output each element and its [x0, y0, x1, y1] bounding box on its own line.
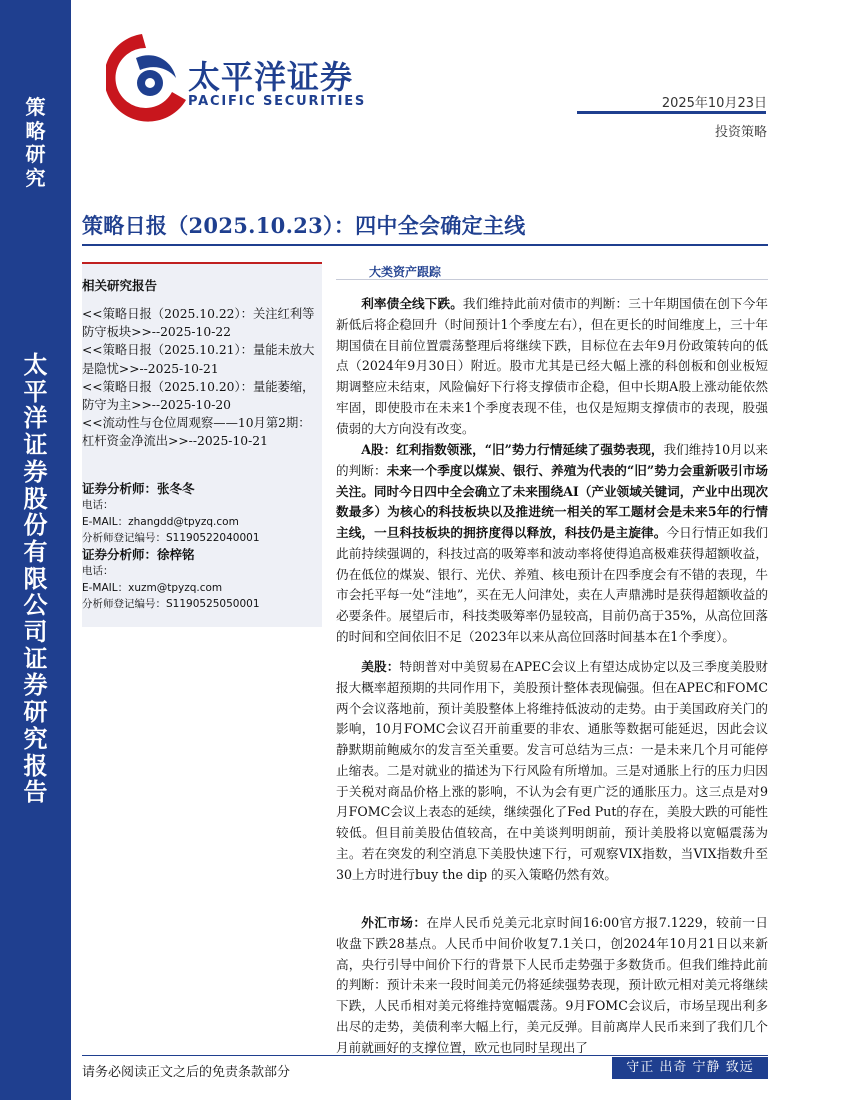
vertical-char: 研 [25, 142, 46, 166]
report-category: 投资策略 [714, 125, 767, 140]
vertical-char: 告 [23, 777, 48, 807]
vertical-char: 有 [23, 536, 48, 566]
paragraph-text: 在岸人民币兑美元北京时间16:00官方报7.1229，较前一日收盘下跌28基点。人民币中间价收复7.1关口，创2024年10月21日以来新高，央行引导中间价下行的背景下人民币走势强于多数货币。但我们维持此前的判断：预计未来一段时间美元仍将延续强势表现，预计欧元相对美元将继续下跌，人民币相对美元将维持宽幅震荡。9月FOMC会议后，市场呈现出利多出尽的走势，美债利率大幅上行，美元反弹。目前离岸人民币来到了我们几个月前就画好的支撑位置，欧元也同时呈现出了 [336, 915, 769, 1055]
sidebar-company-label [0, 352, 71, 806]
paragraph-us-stocks [336, 657, 768, 885]
related-report-item[interactable]: <<策略日报（2025.10.21）：量能未放大是隐忧>>--2025-10-21 [82, 343, 315, 376]
vertical-char: 券 [23, 456, 48, 486]
paragraph-lead: 外汇市场： [361, 915, 427, 930]
related-reports-top-rule [82, 262, 322, 264]
related-report-item[interactable]: <<策略日报（2025.10.22）：关注红利等防守板块>>--2025-10-22 [82, 307, 315, 340]
vertical-char: 限 [23, 563, 48, 593]
footer-disclaimer: 请务必阅读正文之后的免责条款部分 [82, 1065, 291, 1080]
paragraph-text: 我们维持此前对债市的判断：三十年期国债在创下今年新低后将企稳回升（时间预计1个季度左右），但在更长的时间维度上，三十年期国债在目前位置震荡整理后将继续下跌，目标位在去年9月份政策转向的低点（2024年9月30日）附近。股市尤其是已经大幅上涨的科创板和创业板短期调整应未结束，风险偏好下行将支撑债市企稳，但中长期A股上涨动能依然牢固，即使股市在未来1个季度表现不佳，也仅是短期支撑债市的表现，股强债弱的大方向没有改变。 [336, 296, 769, 436]
paragraph-fx [336, 913, 768, 1058]
analyst-phone: 电话： [82, 565, 114, 577]
related-report-item[interactable]: <<策略日报（2025.10.20）：量能萎缩，防守为主>>--2025-10-20 [82, 379, 315, 413]
vertical-char: 洋 [23, 403, 48, 433]
footer-divider [82, 1055, 768, 1056]
analyst-name: 证券分析师：徐梓铭 [82, 547, 195, 562]
analyst-registration: 分析师登记编号：S1190525050001 [82, 598, 260, 610]
analyst-name: 证券分析师：张冬冬 [82, 481, 195, 496]
analyst-email[interactable]: E-MAIL：zhangdd@tpyzq.com [82, 515, 239, 528]
vertical-char: 太 [23, 350, 48, 379]
vertical-char: 股 [23, 483, 48, 513]
vertical-char: 究 [23, 723, 48, 753]
analyst-card [82, 547, 322, 613]
vertical-char: 报 [23, 750, 48, 780]
logo-english-name: PACIFIC SECURITIES [188, 94, 367, 109]
paragraph-lead: 利率债全线下跌。 [361, 296, 463, 311]
header-divider [577, 111, 766, 114]
analyst-email[interactable]: E-MAIL：xuzm@tpyzq.com [82, 581, 223, 594]
paragraph-text: 我们维持10月以来的判断： [336, 442, 768, 478]
analyst-registration: 分析师登记编号：S1190522040001 [82, 532, 260, 544]
vertical-char: 份 [23, 510, 48, 540]
logo-chinese-name: 太平洋证券 [188, 58, 354, 96]
vertical-char: 究 [25, 165, 46, 190]
vertical-char: 略 [25, 118, 46, 143]
vertical-char: 平 [23, 376, 48, 406]
paragraph-bold-text: 未来一个季度以煤炭、银行、养殖为代表的“旧”势力会重新吸引市场关注。同时今日四中全会确立了未来围绕AI（产业领域关键词，产业中出现次数最多）为核心的科技板块以及推进统一相关的军工题材会是未来5年的行情主线，一旦科技板块的拥挤度得以释放，科技仍是主旋律。 [336, 462, 768, 540]
paragraph-ashare [336, 440, 768, 648]
report-date: 2025年10月23日 [661, 96, 767, 111]
footer-motto: 守正 出奇 宁静 致远 [612, 1057, 768, 1079]
related-reports-heading: 相关研究报告 [82, 278, 158, 293]
sidebar-category-label [0, 96, 71, 190]
paragraph-bonds [336, 294, 768, 439]
section-heading: 大类资产跟踪 [369, 265, 442, 279]
vertical-char: 证 [23, 643, 48, 673]
vertical-char: 公 [23, 590, 48, 620]
vertical-char: 司 [23, 617, 48, 647]
title-divider [82, 244, 768, 246]
analyst-card [82, 481, 322, 547]
paragraph-text: 特朗普对中美贸易在APEC会议上有望达成协定以及三季度美股财报大概率超预期的共同作用下，美股预计整体表现偏强。但在APEC和FOMC两个会议落地前，预计美股整体上将维持低波动的走势。由于美国政府关门的影响，10月FOMC会议召开前重要的非农、通胀等数据可能延迟，因此会议静默期前鲍威尔的发言至关重要。发言可总结为三点：一是未来几个月可能停止缩表。二是对就业的描述为下行风险有所增加。三是对通胀上行的压力归因于关税对商品价格上涨的影响，不认为会有更广泛的通胀压力。这三点是对9月FOMC会议上表态的延续，继续强化了Fed Put的存在，美股大跌的可能性较低。但目前美股估值较高，在中美谈判明朗前，预计美股将以宽幅震荡为主。若在突发的利空消息下美股快速下行，可观察VIX指数，当VIX指数升至30上方时进行buy the dip 的买入策略仍然有效。 [336, 659, 769, 882]
related-reports-list [82, 305, 320, 451]
related-report-item[interactable]: <<流动性与仓位周观察——10月第2期：杠杆资金净流出>>--2025-10-21 [82, 416, 311, 449]
vertical-char: 证 [23, 430, 48, 460]
sidebar [0, 0, 71, 1100]
vertical-char: 研 [23, 697, 48, 727]
vertical-char: 券 [23, 670, 48, 700]
paragraph-text: 今日行情正如我们此前持续强调的，科技过高的吸筹率和波动率将使得追高极难获得超额收益，仍在低位的煤炭、银行、光伏、养殖、核电预计在四季度会有不错的表现，牛市会托平每一处“洼地”，买在无人问津处，卖在人声鼎沸时是获得超额收益的必要条件。展望后市，科技类吸筹率仍显较高，目前仍高于35%，从高位回落的时间和空间依旧不足（2023年以来从高位回落时间基本在1个季度）。 [336, 525, 769, 644]
section-divider [336, 279, 768, 280]
page-title: 策略日报（2025.10.23）：四中全会确定主线 [82, 213, 526, 238]
paragraph-lead: 美股： [361, 659, 400, 674]
paragraph-lead: A股：红利指数领涨，“旧”势力行情延续了强势表现， [361, 442, 664, 457]
analyst-phone: 电话： [82, 499, 114, 511]
vertical-char: 策 [25, 95, 46, 119]
